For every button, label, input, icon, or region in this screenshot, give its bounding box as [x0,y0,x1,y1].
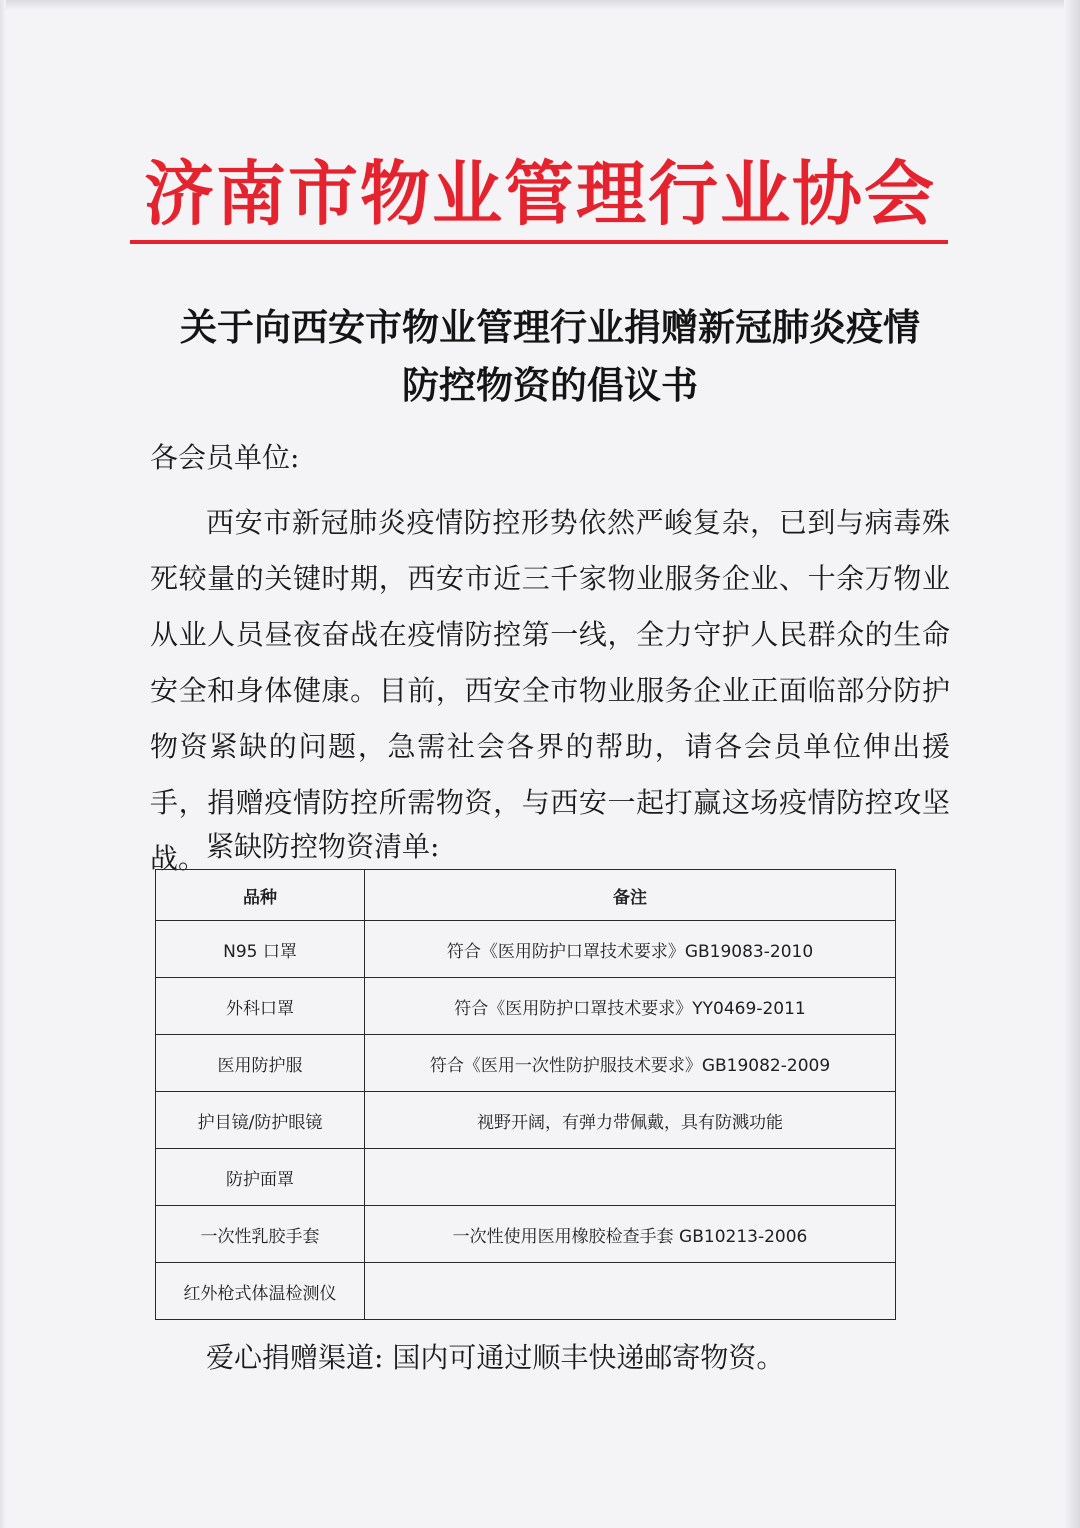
page-edge [0,0,6,1528]
table-cell-note: 一次性使用医用橡胶检查手套 GB10213-2006 [365,1206,896,1263]
table-cell-item: 护目镜/防护眼镜 [156,1092,365,1149]
letterhead-red-rule [130,240,948,244]
table-header-row [156,870,896,921]
salutation: 各会员单位: [150,441,300,474]
letterhead-org-name: 济南市物业管理行业协会 [144,152,936,235]
table-row [156,978,896,1035]
table-cell-note [365,1149,896,1206]
table-cell-note: 符合《医用防护口罩技术要求》YY0469-2011 [365,978,896,1035]
table-row [156,1206,896,1263]
table-row [156,1149,896,1206]
table-row [156,921,896,978]
table-row [156,1263,896,1320]
table-cell-note: 符合《医用防护口罩技术要求》GB19083-2010 [365,921,896,978]
table-cell-item: 医用防护服 [156,1035,365,1092]
table-cell-note: 视野开阔，有弹力带佩戴，具有防溅功能 [365,1092,896,1149]
body-paragraph: 西安市新冠肺炎疫情防控形势依然严峻复杂，已到与病毒殊死较量的关键时期，西安市近三千家物业服务企业、十余万物业从业人员昼夜奋战在疫情防控第一线，全力守护人民群众的生命安全和身体健康。目前，西安全市物业服务企业正面临部分防护物资紧缺的问题，急需社会各界的帮助，请各会员单位伸出援手，捐赠疫情防控所需物资，与西安一起打赢这场疫情防控攻坚战。 [150,506,950,875]
supplies-table [155,869,896,1320]
document-title [100,298,1000,414]
table-row [156,1035,896,1092]
table-cell-note: 符合《医用一次性防护服技术要求》GB19082-2009 [365,1035,896,1092]
table-cell-item: 红外枪式体温检测仪 [156,1263,365,1320]
table-header-note: 备注 [365,870,896,921]
table-cell-item: 防护面罩 [156,1149,365,1206]
page-edge [0,0,1080,10]
document-title-line-1: 关于向西安市物业管理行业捐赠新冠肺炎疫情 [180,305,920,349]
table-cell-item: N95 口罩 [156,921,365,978]
page-edge [1064,0,1080,1528]
table-row [156,1092,896,1149]
supplies-list-title: 紧缺防控物资清单: [206,830,440,863]
table-cell-note [365,1263,896,1320]
table-header-item: 品种 [156,870,365,921]
donation-channel: 爱心捐赠渠道: 国内可通过顺丰快递邮寄物资。 [206,1341,785,1374]
table-cell-item: 外科口罩 [156,978,365,1035]
document-title-line-2: 防控物资的倡议书 [402,363,698,407]
table-cell-item: 一次性乳胶手套 [156,1206,365,1263]
